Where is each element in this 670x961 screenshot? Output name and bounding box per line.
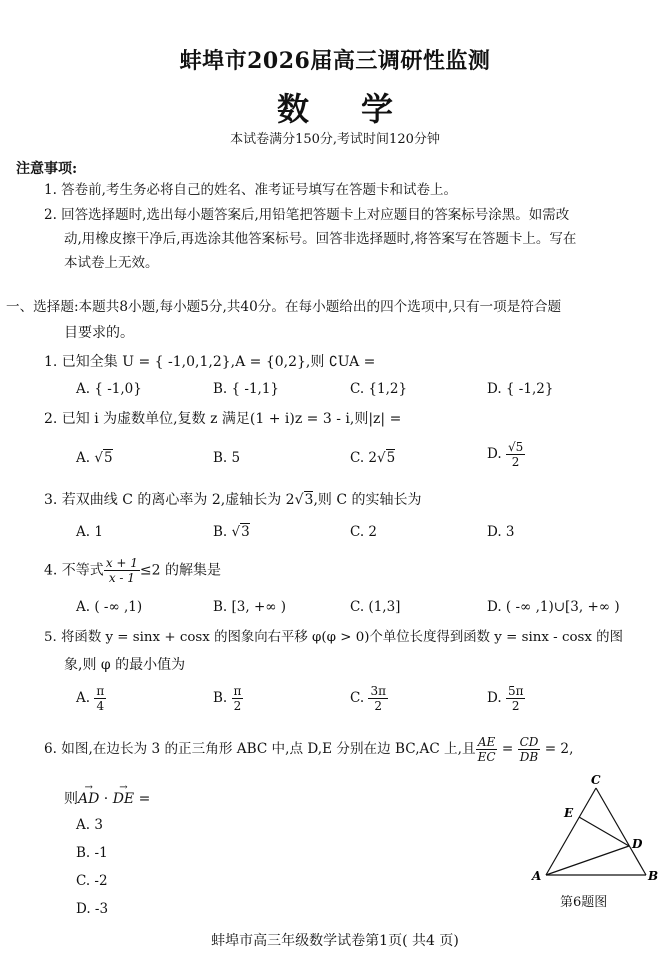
subject-title xyxy=(0,84,670,130)
q6-stem-line-1 xyxy=(44,735,573,764)
notice-line-2: 2. 回答选择题时,选出每小题答案后,用铅笔把答题卡上对应题目的答案标号涂黑。如需改 xyxy=(44,207,570,223)
q5-option-d-label: D. xyxy=(487,690,502,706)
q6-vector-de: → DE xyxy=(113,789,134,809)
notice-line-4: 本试卷上无效。 xyxy=(64,255,159,271)
q6-f2-den: DB xyxy=(519,750,539,764)
exam-title: 蚌埠市2026届高三调研性监测 xyxy=(179,48,491,74)
q5-option-c xyxy=(350,684,388,713)
label-a: A xyxy=(532,869,542,883)
q2-option-b: B. 5 xyxy=(213,450,241,466)
notice-line-1: 1. 答卷前,考生务必将自己的姓名、准考证号填写在答题卡和试卷上。 xyxy=(44,182,457,198)
q4-option-b: B. [3, +∞ ) xyxy=(213,599,287,615)
q5-option-b-den: 2 xyxy=(233,699,242,713)
q5-stem-line-2: 象,则 φ 的最小值为 xyxy=(64,657,186,673)
q2-option-c-radicand: 5 xyxy=(386,450,396,466)
q5-option-b-label: B. xyxy=(213,690,228,706)
q6-triangle-figure xyxy=(528,770,663,890)
q5-option-d-num: 5π xyxy=(507,684,524,698)
q4-fraction xyxy=(104,556,140,585)
q5-option-b-num: π xyxy=(233,684,242,698)
q6-eq: = xyxy=(501,741,514,757)
q6-fraction-2 xyxy=(518,735,541,764)
q6-vector-ad: → AD xyxy=(78,789,99,809)
q5-option-a xyxy=(76,684,106,713)
q6-fraction-1 xyxy=(476,735,498,764)
q6-stem-pre: 6. 如图,在边长为 3 的正三角形 ABC 中,点 D,E 分别在边 BC,AC 上,且 xyxy=(44,741,476,757)
q3-stem-post: ,则 C 的实轴长为 xyxy=(313,492,422,508)
q1-option-d: D. { -1,2} xyxy=(487,381,554,397)
label-e: E xyxy=(564,806,574,820)
subject-char-2: 学 xyxy=(361,90,394,128)
q6-line2-post: = xyxy=(138,791,151,807)
q6-f1-num: AE xyxy=(477,735,496,749)
q5-option-c-num: 3π xyxy=(370,684,386,698)
q4-den: x - 1 xyxy=(108,571,135,585)
label-c: C xyxy=(591,773,601,787)
triangle-side-ac xyxy=(546,788,596,875)
q3-option-b-label: B. xyxy=(213,524,228,540)
q5-option-b-fraction xyxy=(232,684,244,713)
subject-char-1: 数 xyxy=(276,90,309,128)
q4-option-a: A. ( -∞ ,1) xyxy=(76,599,143,615)
q2-option-d xyxy=(487,440,525,469)
q2-option-d-num: √5 xyxy=(507,440,524,454)
q1-option-c: C. {1,2} xyxy=(350,381,408,397)
q6-stem-line-2 xyxy=(64,789,150,809)
q4-option-c: C. (1,3] xyxy=(350,599,401,615)
segment-ad xyxy=(546,846,629,875)
q6-f2-num: CD xyxy=(519,735,539,749)
q5-option-a-den: 4 xyxy=(96,699,105,713)
q2-option-c-label: C. 2 xyxy=(350,450,378,466)
q3-stem-pre: 3. 若双曲线 C 的离心率为 2,虚轴长为 2 xyxy=(44,492,295,508)
q5-option-a-num: π xyxy=(96,684,105,698)
page-footer: 蚌埠市高三年级数学试卷第1页( 共4 页) xyxy=(211,933,459,949)
q3-option-d: D. 3 xyxy=(487,524,515,540)
q1-option-a: A. { -1,0} xyxy=(76,381,142,397)
q6-option-a: A. 3 xyxy=(76,817,103,833)
q2-stem: 2. 已知 i 为虚数单位,复数 z 满足(1 + i)z = 3 - i,则|z| = xyxy=(44,411,402,427)
q3-option-a: A. 1 xyxy=(76,524,103,540)
q5-option-d xyxy=(487,684,525,713)
q4-num: x + 1 xyxy=(105,556,138,570)
q3-option-b: B. √3 xyxy=(213,524,250,540)
q5-stem-line-1: 5. 将函数 y = sinx + cosx 的图象向右平移 φ(φ > 0)个单位长度得到函数 y = sinx - cosx 的图 xyxy=(44,630,623,645)
q4-option-d: D. ( -∞ ,1)∪[3, +∞ ) xyxy=(487,599,620,615)
q6-option-b: B. -1 xyxy=(76,845,108,861)
q2-option-d-fraction xyxy=(506,440,525,469)
notice-heading: 注意事项: xyxy=(16,161,78,177)
q2-option-a: A. √5 xyxy=(76,450,113,466)
label-b: B xyxy=(648,869,659,883)
q3-stem: 3. 若双曲线 C 的离心率为 2,虚轴长为 2√3,则 C 的实轴长为 xyxy=(44,492,422,508)
q5-option-c-label: C. xyxy=(350,690,365,706)
q6-option-d: D. -3 xyxy=(76,901,109,917)
exam-info: 本试卷满分150分,考试时间120分钟 xyxy=(230,132,440,147)
q4-stem xyxy=(44,556,221,585)
q5-option-c-fraction xyxy=(368,684,388,713)
section-heading-line-1: 一、选择题:本题共8小题,每小题5分,共40分。在每小题给出的四个选项中,只有一项是符合题 xyxy=(6,299,562,315)
q1-option-b: B. { -1,1} xyxy=(213,381,280,397)
q5-option-a-label: A. xyxy=(76,690,91,706)
q5-option-a-fraction xyxy=(94,684,106,713)
q5-option-b xyxy=(213,684,243,713)
q6-line2-pre: 则 xyxy=(64,791,78,807)
q4-stem-pre: 4. 不等式 xyxy=(44,562,104,579)
q3-stem-radicand: 3 xyxy=(304,492,314,508)
q3-option-c: C. 2 xyxy=(350,524,378,540)
q3-option-b-radicand: 3 xyxy=(241,524,250,540)
figure-caption: 第6题图 xyxy=(560,895,608,910)
label-d: D xyxy=(632,837,643,851)
q6-f1-den: EC xyxy=(477,750,496,764)
notice-line-3: 动,用橡皮擦干净后,再选涂其他答案标号。回答非选择题时,将答案写在答题卡上。写在 xyxy=(64,231,577,247)
q2-option-a-label: A. xyxy=(76,450,91,466)
q4-stem-post: ≤2 的解集是 xyxy=(139,562,221,579)
q6-dot: · xyxy=(103,791,109,807)
q6-stem-post: = 2, xyxy=(544,741,574,757)
section-heading-line-2: 目要求的。 xyxy=(64,325,134,341)
q5-option-d-fraction xyxy=(506,684,526,713)
q1-stem: 1. 已知全集 U = { -1,0,1,2},A = {0,2},则 ∁UA = xyxy=(44,354,376,370)
q6-option-c: C. -2 xyxy=(76,873,108,889)
q2-option-d-label: D. xyxy=(487,446,502,462)
q5-option-d-den: 2 xyxy=(511,699,520,713)
q2-option-d-den: 2 xyxy=(511,455,520,469)
q5-option-c-den: 2 xyxy=(374,699,383,713)
q2-option-a-radicand: 5 xyxy=(103,450,113,466)
q2-option-c: C. 2√5 xyxy=(350,450,396,466)
